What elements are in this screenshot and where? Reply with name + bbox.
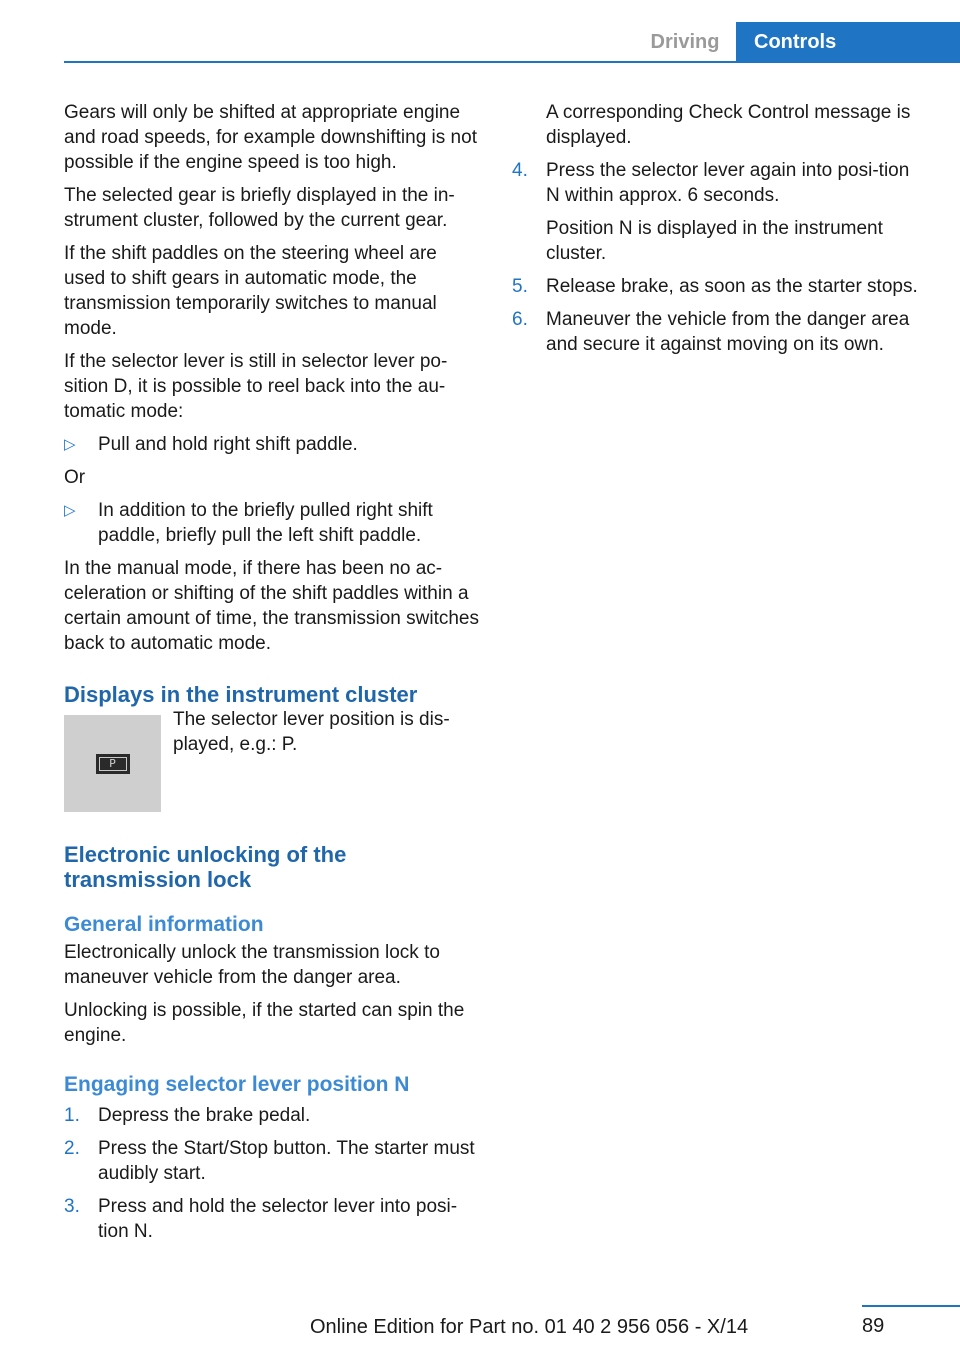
step-text: Release brake, as soon as the starter stops. — [546, 276, 918, 297]
triangle-bullet-icon: ▷ — [64, 436, 76, 453]
list-item-text: In addition to the briefly pulled right shift paddle, briefly pull the left shift paddle. — [98, 500, 433, 546]
step-number: 1. — [64, 1105, 80, 1126]
list-item — [64, 1136, 480, 1186]
paragraph: If the shift paddles on the steering wheel are used to shift gears in automatic mode, the transmission temporarily switches to manual mode. — [64, 243, 437, 339]
section-heading: Electronic unlocking of the transmission lock — [64, 842, 347, 892]
list-item — [512, 274, 928, 299]
list-item — [512, 158, 928, 208]
instrument-cluster-image — [64, 715, 161, 812]
step-number: 3. — [64, 1196, 80, 1217]
step-text: Press and hold the selector lever into posi‐tion N. — [98, 1196, 458, 1242]
header-rule — [64, 61, 960, 63]
tab-driving: Driving — [650, 30, 720, 53]
right-column — [512, 100, 928, 365]
edition-footer: Online Edition for Part no. 01 40 2 956 056 - X/14 — [310, 1316, 749, 1338]
display-example — [64, 709, 480, 812]
list-item — [64, 1103, 480, 1128]
paragraph: If the selector lever is still in selector lever po‐sition D, it is possible to reel back into the au‐tomatic mode: — [64, 351, 448, 422]
step-text: Depress the brake pedal. — [98, 1105, 311, 1126]
step-number: 6. — [512, 309, 528, 330]
gear-letter: P — [99, 757, 127, 771]
subsection-heading: General information — [64, 913, 264, 936]
paragraph: Position N is displayed in the instrument cluster. — [546, 218, 883, 264]
list-item-text: Pull and hold right shift paddle. — [98, 434, 358, 455]
paragraph: In the manual mode, if there has been no ac‐celeration or shifting of the shift paddles within a certain amount of time, the transmission switches back to automatic mode. — [64, 558, 480, 654]
tab-controls: Controls — [736, 22, 960, 63]
step-number: 5. — [512, 276, 528, 297]
paragraph: Gears will only be shifted at appropriate engine and road speeds, for example downshifting is not possible if the engine speed is too high. — [64, 102, 477, 173]
step-number: 2. — [64, 1138, 80, 1159]
triangle-bullet-icon: ▷ — [64, 502, 76, 519]
step-text: Maneuver the vehicle from the danger area and secure it against moving on its own. — [546, 309, 910, 355]
list-item — [512, 307, 928, 357]
list-item — [64, 498, 480, 548]
list-item — [64, 432, 480, 457]
list-item — [64, 1194, 480, 1244]
footer-rule — [862, 1305, 960, 1307]
step-text: Press the Start/Stop button. The starter must audibly start. — [98, 1138, 475, 1184]
step-text: Press the selector lever again into posi‐tion N within approx. 6 seconds. — [546, 160, 910, 206]
paragraph: Electronically unlock the transmission lock to maneuver vehicle from the danger area. — [64, 942, 440, 988]
paragraph: Unlocking is possible, if the started can spin the engine. — [64, 1000, 465, 1046]
paragraph: A corresponding Check Control message is displayed. — [546, 102, 911, 148]
gear-position-p-icon — [96, 754, 130, 774]
subsection-heading: Engaging selector lever position N — [64, 1073, 410, 1096]
left-column — [64, 100, 480, 1252]
page-number: 89 — [862, 1315, 885, 1337]
step-number: 4. — [512, 160, 528, 181]
section-heading: Displays in the instrument cluster — [64, 682, 418, 707]
paragraph: The selected gear is briefly displayed in the in‐strument cluster, followed by the current gear. — [64, 185, 455, 231]
paragraph: Or — [64, 467, 86, 488]
display-text: The selector lever position is dis‐played, e.g.: P. — [173, 709, 450, 755]
